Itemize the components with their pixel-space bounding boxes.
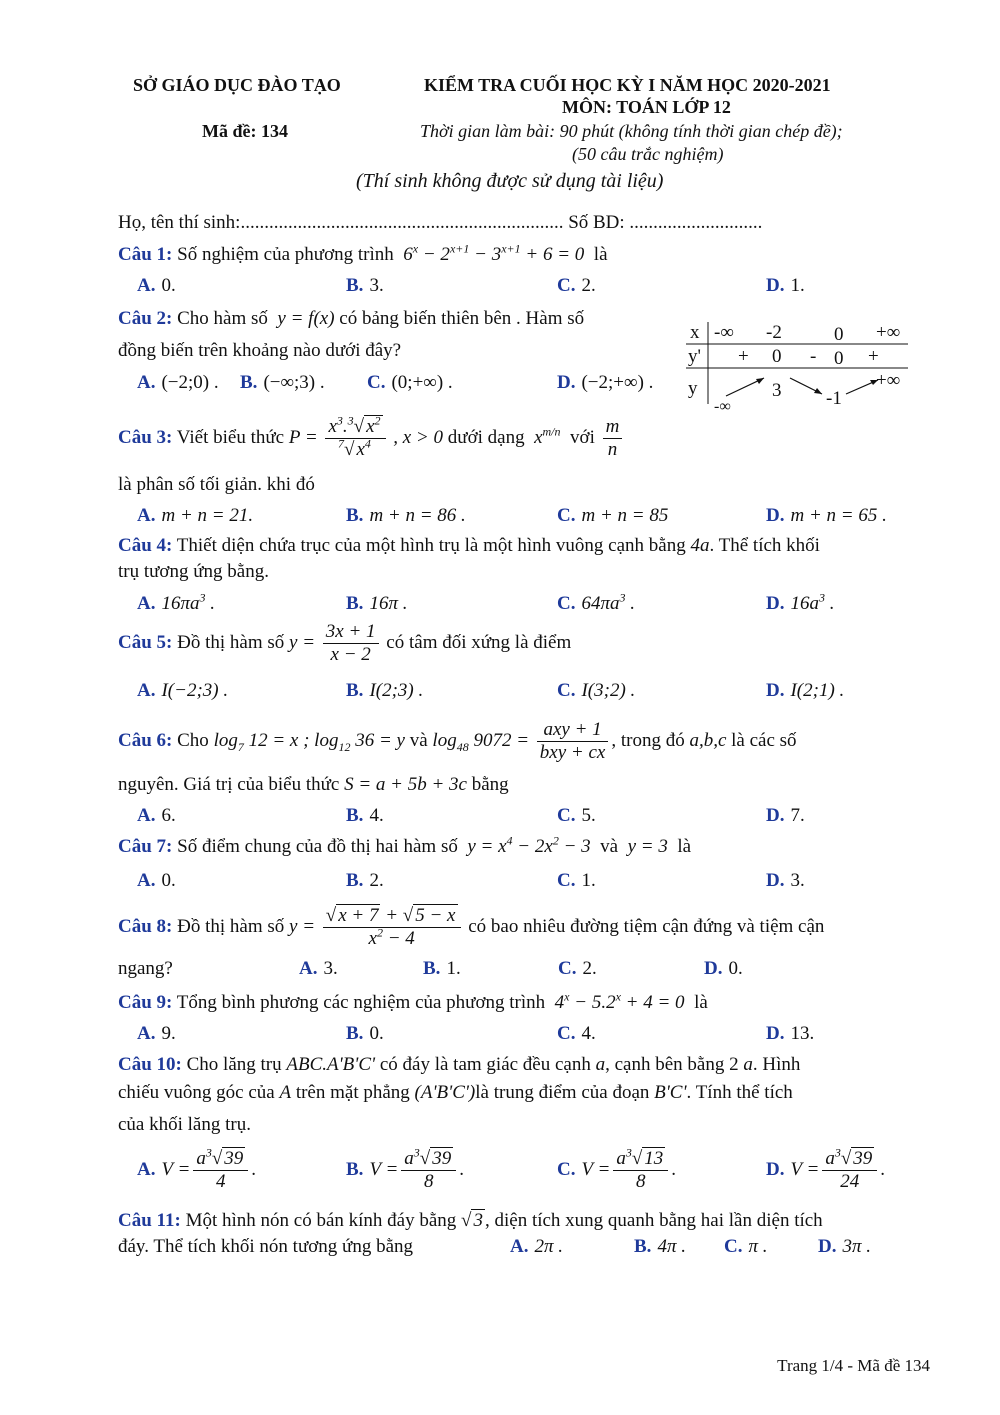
question-11-text: Một hình nón có bán kính đáy bằng: [185, 1210, 457, 1231]
question-10-t3: , cạnh bên bằng 2: [605, 1054, 739, 1075]
question-1-after: là: [593, 244, 608, 265]
question-7-label: Câu 7:: [118, 836, 173, 857]
question-3-label: Câu 3:: [118, 427, 173, 448]
question-3-line2: là phân số tối giản. khi đó: [118, 474, 315, 495]
header-org: SỞ GIÁO DỤC ĐÀO TẠO: [133, 75, 341, 95]
question-8: Câu 8: Đồ thị hàm số y = $\frac{√ x + 7 + √ 5 - x}{x^2 - 4}$ có bao nhiêu đường tiệm cận đứng và tiệm cận: [118, 905, 825, 950]
question-6-label: Câu 6:: [118, 730, 173, 751]
q6-option-c[interactable]: C. 5.: [557, 805, 596, 826]
q1-option-b[interactable]: B. 3.: [346, 275, 384, 296]
header-code: Mã đề: 134: [202, 121, 288, 141]
q11-option-d[interactable]: D. 3π .: [818, 1236, 872, 1257]
question-6-and: và: [409, 730, 428, 751]
question-3: Câu 3: Viết biểu thức P = $\frac{x^3.^3√ x^2}{^7√ x^4}$ , x > 0 dưới dạng $x^{m/n}$ với $\frac{m}{n}$: [118, 413, 928, 463]
question-5-text: Đồ thị hàm số: [177, 632, 285, 653]
question-6-after2: là các số: [731, 730, 797, 751]
question-11-after: , diện tích xung quanh bằng hai lần diện tích: [484, 1210, 823, 1231]
question-10-text: Cho lăng trụ: [186, 1054, 282, 1075]
question-9-label: Câu 9:: [118, 992, 173, 1013]
question-4-label: Câu 4:: [118, 535, 173, 556]
question-2: Câu 2: Cho hàm số y = f(x) có bảng biến thiên bên . Hàm số: [118, 308, 585, 329]
q6-option-a[interactable]: A. 6.: [137, 805, 176, 826]
q1-option-a[interactable]: A. 0.: [137, 275, 176, 296]
question-5: Câu 5: Đồ thị hàm số y = $\frac{3x + 1}{x - 2}$ có tâm đối xứng là điểm: [118, 621, 572, 666]
q2-option-b[interactable]: B. (−∞;3) .: [240, 372, 325, 393]
question-10-line2a: chiếu vuông góc của: [118, 1082, 275, 1103]
q5-option-d[interactable]: D. I(2;1) .: [766, 680, 845, 701]
header-time: Thời gian làm bài: 90 phút (không tính thời gian chép đề);: [420, 121, 843, 141]
q6-option-b[interactable]: B. 4.: [346, 805, 384, 826]
q7-option-a[interactable]: A. 0.: [137, 870, 176, 891]
question-6-line2-after: bằng: [471, 774, 509, 795]
question-3-text: Viết biểu thức: [176, 427, 285, 448]
question-1-text: Số nghiệm của phương trình: [177, 244, 394, 265]
question-4-line2: trụ tương ứng bằng.: [118, 561, 269, 582]
q10-option-c[interactable]: C. V = $\frac{a^3√ 13}{8}$ .: [557, 1145, 677, 1192]
question-2-line2: đồng biến trên khoảng nào dưới đây?: [118, 340, 402, 361]
q9-option-a[interactable]: A. 9.: [137, 1023, 176, 1044]
question-5-after: có tâm đối xứng là điểm: [386, 632, 572, 653]
q4-option-b[interactable]: B. 16π .: [346, 593, 408, 614]
question-7-after: là: [677, 836, 692, 857]
question-6-text: Cho: [177, 730, 209, 751]
q8-option-b[interactable]: B. 1.: [423, 958, 461, 979]
question-11-line2: đáy. Thể tích khối nón tương ứng bằng: [118, 1236, 414, 1257]
question-1-label: Câu 1:: [118, 244, 173, 265]
question-10-label: Câu 10:: [118, 1054, 182, 1075]
q8-option-d[interactable]: D. 0.: [704, 958, 743, 979]
question-10-line2b: trên mặt phẳng: [295, 1082, 410, 1103]
q10-option-a[interactable]: A. V = $\frac{a^3√ 39}{4}$ .: [137, 1145, 257, 1192]
q3-option-b[interactable]: B. m + n = 86 .: [346, 505, 466, 526]
q4-option-c[interactable]: C. $64\pi a^3$ .: [557, 590, 636, 614]
question-6: Câu 6: Cho $\log_7 12 = x$ ; $\log_{12} 36 = y$ và $\log_{48} 9072$ = $\frac{\text{axy + 1}}{\text{bxy + cx}}$ , trong đó a,b,c là các số: [118, 719, 797, 764]
question-8-after: có bao nhiêu đường tiệm cận đứng và tiệm cận: [468, 916, 825, 937]
header-subject: MÔN: TOÁN LỚP 12: [562, 97, 731, 117]
question-7-text: Số điểm chung của đồ thị hai hàm số: [177, 836, 458, 857]
q9-option-d[interactable]: D. 13.: [766, 1023, 815, 1044]
question-3-mid2: với: [570, 427, 595, 448]
q10-option-b[interactable]: B. V = $\frac{a^3√ 39}{8}$ .: [346, 1145, 464, 1192]
question-10-t4: . Hình: [752, 1054, 801, 1075]
q7-option-c[interactable]: C. 1.: [557, 870, 596, 891]
question-11-label: Câu 11:: [118, 1210, 181, 1231]
q4-option-a[interactable]: A. $16\pi a^3$ .: [137, 590, 216, 614]
header-exam-title: KIỂM TRA CUỐI HỌC KỲ I NĂM HỌC 2020-2021: [424, 75, 831, 95]
header-count: (50 câu trắc nghiệm): [572, 144, 724, 164]
question-9-after: là: [694, 992, 708, 1013]
question-7-and: và: [600, 836, 619, 857]
student-info-line: Họ, tên thí sinh:.................................................................... Số BD: ............................: [118, 212, 763, 233]
question-7: Câu 7: Số điểm chung của đồ thị hai hàm số $y = x^4 - 2x^2 - 3$ và y = 3 là: [118, 833, 692, 857]
question-6-after: , trong đó: [611, 730, 685, 751]
q2-option-c[interactable]: C. (0;+∞) .: [367, 372, 453, 393]
q7-option-b[interactable]: B. 2.: [346, 870, 384, 891]
question-4: Câu 4: Thiết diện chứa trục của một hình trụ là một hình vuông cạnh bằng 4a. Thể tích khối: [118, 535, 820, 556]
question-10-t2: có đáy là tam giác đều cạnh: [379, 1054, 591, 1075]
question-2-label: Câu 2:: [118, 308, 173, 329]
question-10: Câu 10: Cho lăng trụ ABC.A'B'C' có đáy là tam giác đều cạnh a, cạnh bên bằng 2 a. Hình: [118, 1054, 801, 1075]
q9-option-b[interactable]: B. 0.: [346, 1023, 384, 1044]
q5-option-c[interactable]: C. I(3;2) .: [557, 680, 636, 701]
q11-option-b[interactable]: B. 4π .: [634, 1236, 686, 1257]
question-4-text: Thiết diện chứa trục của một hình trụ là một hình vuông cạnh bằng: [176, 535, 686, 556]
page-footer: Trang 1/4 - Mã đề 134: [777, 1356, 930, 1375]
q9-option-c[interactable]: C. 4.: [557, 1023, 596, 1044]
q1-option-d[interactable]: D. 1.: [766, 275, 805, 296]
question-2-text2: có bảng biến thiên bên . Hàm số: [339, 308, 585, 329]
question-6-line2: nguyên. Giá trị của biểu thức S = a + 5b + 3c bằng: [118, 774, 509, 795]
variation-table: x -∞ -2 0 +∞ y' + 0 - 0 + y 3 -1 +∞ -∞: [686, 322, 914, 412]
q4-option-d[interactable]: D. $16a^3$ .: [766, 590, 835, 614]
question-1: Câu 1: Số nghiệm của phương trình $6^x - 2^{x+1} - 3^{x+1} + 6 = 0$ là: [118, 241, 608, 265]
q10-option-d[interactable]: D. V = $\frac{a^3√ 39}{24}$ .: [766, 1145, 886, 1192]
question-3-mid: dưới dạng: [447, 427, 525, 448]
question-8-label: Câu 8:: [118, 916, 173, 937]
q2-option-a[interactable]: A. (−2;0) .: [137, 372, 219, 393]
question-8-text: Đồ thị hàm số: [177, 916, 285, 937]
question-2-text: Cho hàm số: [177, 308, 268, 329]
q6-option-d[interactable]: D. 7.: [766, 805, 805, 826]
question-4-after: . Thể tích khối: [709, 535, 820, 556]
question-5-label: Câu 5:: [118, 632, 173, 653]
question-9-text: Tổng bình phương các nghiệm của phương trình: [176, 992, 546, 1013]
q3-option-c[interactable]: C. m + n = 85: [557, 505, 669, 526]
question-10-line2d: . Tính thể tích: [686, 1082, 793, 1103]
q5-option-b[interactable]: B. I(2;3) .: [346, 680, 424, 701]
question-8-line2: ngang?: [118, 958, 173, 979]
q1-option-c[interactable]: C. 2.: [557, 275, 596, 296]
q3-option-d[interactable]: D. m + n = 65 .: [766, 505, 887, 526]
question-10-line2c: là trung điểm của đoạn: [475, 1082, 650, 1103]
q11-option-c[interactable]: C. π .: [724, 1236, 768, 1257]
question-10-line3: của khối lăng trụ.: [118, 1114, 251, 1135]
q8-option-c[interactable]: C. 2.: [558, 958, 597, 979]
question-10-line2: chiếu vuông góc của A trên mặt phẳng (A'B'C')là trung điểm của đoạn B'C'. Tính thể tích: [118, 1082, 793, 1103]
question-9: Câu 9: Tổng bình phương các nghiệm của phương trình $4^x - 5.2^x + 4 = 0$ là: [118, 989, 708, 1013]
header-note: (Thí sinh không được sử dụng tài liệu): [356, 170, 664, 192]
question-6-line2-text: nguyên. Giá trị của biểu thức: [118, 774, 340, 795]
q11-option-a[interactable]: A. 2π .: [510, 1236, 564, 1257]
q3-option-a[interactable]: A. m + n = 21.: [137, 505, 254, 526]
q5-option-a[interactable]: A. I(−2;3) .: [137, 680, 229, 701]
q7-option-d[interactable]: D. 3.: [766, 870, 805, 891]
q2-option-d[interactable]: D. (−2;+∞) .: [557, 372, 654, 393]
question-11: Câu 11: Một hình nón có bán kính đáy bằng √ 3 , diện tích xung quanh bằng hai lần diện tích: [118, 1210, 823, 1231]
q8-option-a[interactable]: A. 3.: [299, 958, 338, 979]
